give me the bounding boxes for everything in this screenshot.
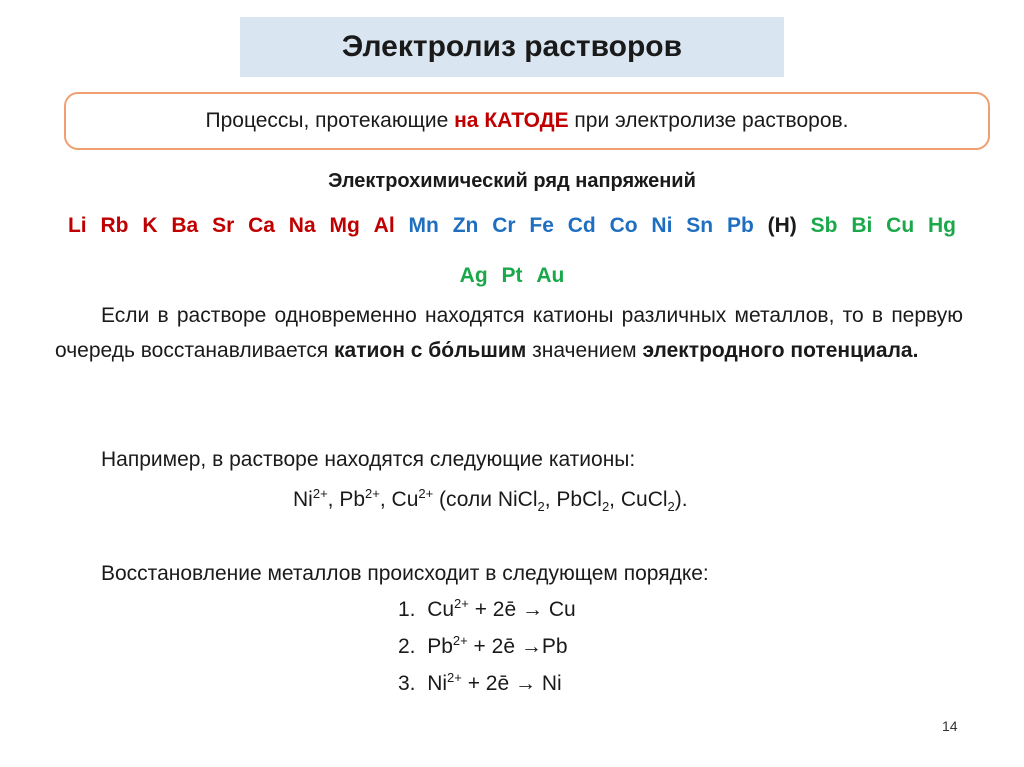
salts-open: (соли (433, 488, 498, 511)
series-row-1 (0, 214, 1024, 238)
reaction-rest: + 2ē → Ni (461, 672, 562, 695)
element-symbol: Fe (529, 214, 554, 237)
ion-symbol: Pb (339, 488, 366, 511)
ion-charge: 2+ (365, 486, 380, 501)
reaction-rest: + 2ē → Cu (468, 598, 576, 621)
element-symbol: Ni (651, 214, 673, 237)
element-symbol: (H) (767, 214, 797, 237)
order-intro: Восстановление металлов происходит в следующем порядке: (101, 562, 709, 585)
ion-charge: 2+ (452, 633, 468, 648)
salt-index: 2 (667, 499, 675, 515)
element-symbol: Sr (212, 214, 235, 237)
element-symbol: Au (536, 264, 565, 287)
element-symbol: Bi (851, 214, 873, 237)
element-symbol: Ca (248, 214, 275, 237)
process-box (64, 92, 990, 150)
salt-formula: CuCl (620, 488, 668, 511)
ion-charge: 2+ (418, 486, 434, 501)
rule-bold-1: катион с бо́льшим (334, 339, 527, 362)
separator: , (379, 488, 392, 511)
element-symbol: Cr (492, 214, 516, 237)
item-number: 3. (398, 672, 416, 695)
process-text-after: при электролизе растворов. (568, 109, 849, 132)
element-symbol: Pt (501, 264, 523, 287)
salts-close: ). (674, 488, 688, 511)
separator: , (327, 488, 340, 511)
rule-text-1: Если в растворе одновременно находятся катионы различных металлов, то в первую очередь восстанавливается (55, 304, 963, 362)
ion-charge: 2+ (454, 596, 469, 611)
process-highlight: на КАТОДЕ (454, 109, 569, 132)
order-item (398, 635, 568, 659)
element-symbol: K (142, 214, 158, 237)
rule-text-2: значением (526, 339, 643, 362)
separator: , (609, 488, 621, 511)
reaction-rest: + 2ē →Pb (467, 635, 568, 658)
salt-index: 2 (537, 499, 545, 515)
series-title: Электрохимический ряд напряжений (328, 170, 696, 192)
separator: , (544, 488, 557, 511)
ion-symbol: Ni (427, 672, 448, 695)
element-symbol: Hg (928, 214, 957, 237)
item-number: 1. (398, 598, 416, 621)
slide-title: Электролиз растворов (240, 17, 784, 77)
salt-formula: PbCl (556, 488, 602, 511)
element-symbol: Mn (408, 214, 439, 237)
example-intro: Например, в растворе находятся следующие катионы: (101, 448, 636, 471)
element-symbol: Al (373, 214, 395, 237)
page-number: 14 (942, 718, 958, 734)
ion-charge: 2+ (312, 486, 328, 501)
ion-symbol: Ni (293, 488, 313, 511)
element-symbol: Zn (452, 214, 479, 237)
element-symbol: Ag (459, 264, 488, 287)
rule-bold-2: электродного потенциала. (642, 339, 919, 362)
ion-symbol: Pb (427, 635, 453, 658)
salt-formula: NiCl (497, 488, 538, 511)
element-symbol: Pb (726, 214, 754, 237)
element-symbol: Sb (810, 214, 838, 237)
element-symbol: Cd (567, 214, 596, 237)
element-symbol: Cu (886, 214, 915, 237)
element-symbol: Na (288, 214, 316, 237)
ion-symbol: Cu (427, 598, 455, 621)
salt-index: 2 (601, 499, 610, 515)
element-symbol: Co (609, 214, 638, 237)
series-row-2 (0, 264, 1024, 288)
element-symbol: Mg (329, 214, 360, 237)
ion-symbol: Cu (391, 488, 419, 511)
item-number: 2. (398, 635, 416, 658)
element-symbol: Rb (100, 214, 129, 237)
element-symbol: Sn (686, 214, 714, 237)
order-item (398, 598, 576, 622)
rule-paragraph (55, 298, 963, 368)
element-symbol: Ba (171, 214, 199, 237)
element-symbol: Li (67, 214, 87, 237)
example-ions (293, 486, 688, 515)
ion-charge: 2+ (447, 670, 462, 685)
process-text-before: Процессы, протекающие (205, 109, 455, 132)
order-item (398, 672, 562, 696)
